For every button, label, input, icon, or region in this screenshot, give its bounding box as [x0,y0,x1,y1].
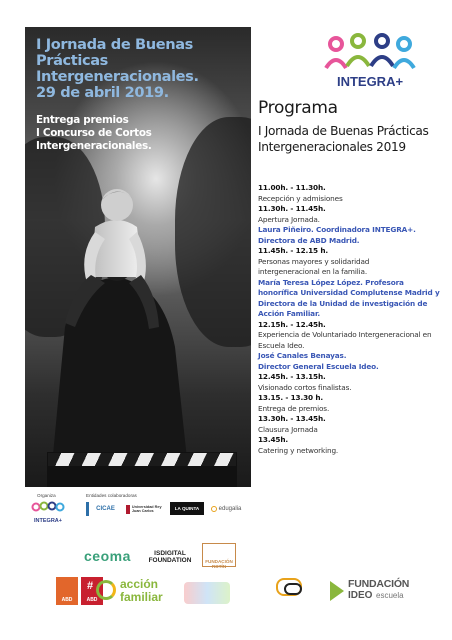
award-text [36,114,251,153]
schedule-desc: Visionado cortos finalistas. [258,382,352,392]
schedule-desc: Apertura Jornada. [258,214,320,224]
award-line: I Concurso de Cortos Intergeneracionales. [36,127,152,152]
isdigital-logo-text: ISDIGITAL FOUNDATION [148,550,192,564]
headline-line: Prácticas Intergeneracionales. [36,52,199,85]
programa-title: Programa [258,98,338,118]
integra-people-logo-icon [320,32,420,76]
edugalia-circle-icon [211,506,217,512]
sponsor-accion-familiar [96,576,168,604]
collab-logo-edugalia [208,502,244,515]
schedule-desc: Escuela Ideo. [258,340,305,350]
programa-subtitle [258,123,448,155]
schedule-time: 13.15. - 13.30 h. [258,393,323,402]
schedule-desc: Catering y networking. [258,445,339,455]
schedule-time: 11.45h. - 12.15 h. [258,246,329,255]
collab-logo-urjc [126,501,166,517]
schedule-speaker: Laura Piñeiro. Coordinadora INTEGRA+. [258,225,416,234]
brand-name: INTEGRA+ [336,74,404,89]
organiza-logo [30,500,66,522]
clapperboard-icon [47,452,237,467]
schedule-speaker: honorífica Universidad Complutense Madrid y [258,288,440,297]
schedule-speaker: Director General Escuela Ideo. [258,361,379,371]
schedule-speaker: Directora de la Unidad de investigación de [258,298,428,308]
urjc-logo-text: Universidad Rey Juan Carlos [131,504,162,513]
hash-icon: # [87,580,94,592]
sponsor-fundacion-rotin [202,543,236,567]
ideo-escuela-text: escuela [376,591,404,600]
abd-logo-text: ABD [86,597,98,603]
headline-line: I Jornada de Buenas [36,36,193,53]
collab-logo-cicae: CICAE [86,502,122,516]
sponsor-drawing-logo [184,582,230,604]
ideo-name-text: IDEO [348,590,373,601]
collab-logo-laquinta: LA QUINTA [170,502,204,515]
schedule-desc: intergeneracional en la familia. [258,267,368,276]
organiza-logo-text: INTEGRA+ [34,518,62,524]
urjc-crest-icon [126,505,130,514]
schedule-desc: Clausura Jornada [258,424,318,434]
schedule-time: 11.30h. - 11.45h. [258,204,326,213]
sponsor-ceoma [84,548,131,564]
familiar-logo-text: familiar [120,590,163,604]
edugalia-logo-text: edugalia [218,505,242,512]
rotin-logo-text: FUNDACIÓN ROTÍN [205,559,233,569]
schedule-time: 13.45h. [258,435,288,444]
clapperboard-base [47,467,237,487]
schedule-desc: Personas mayores y solidaridad [258,256,370,266]
ideo-fundacion-text: FUNDACIÓN [348,578,410,590]
schedule-desc: Experiencia de Voluntariado Intergeneracional en [258,330,432,339]
ideo-arrow-icon [330,581,344,601]
schedule-time: 13.30h. - 13.45h. [258,414,326,423]
subtitle-line: I Jornada de Buenas Prácticas [258,124,429,138]
organiza-label: Organiza [37,493,56,498]
integra-small-icon [30,501,66,513]
sponsor-abd-orange [56,577,78,605]
sponsor-isdigital [146,550,194,564]
schedule-desc: Entrega de premios. [258,403,330,413]
schedule-speaker: Directora de ABD Madrid. [258,235,360,245]
sponsor-fundacion-ideo [330,578,430,604]
subtitle-line: Intergeneracionales 2019 [258,140,406,154]
headline-line: 29 de abril 2019. [36,84,169,101]
accion-familiar-circle-icon [96,580,116,600]
schedule-time: 11.00h. - 11.30h. [258,183,326,192]
schedule-time: 12.45h. - 13.15h. [258,372,326,381]
schedule-time: 12.15h. - 12.45h. [258,319,326,329]
schedule-speaker: Acción Familiar. [258,309,320,318]
award-line: Entrega premios [36,114,129,126]
chat-bubble-icon [284,583,302,595]
poster-photo [25,27,251,487]
ceoma-logo-text: ceoma [84,548,131,564]
schedule-desc: Recepción y admisiones [258,193,343,203]
integra-logo [318,32,418,92]
schedule-speaker: José Canales Benayas. [258,351,347,360]
sponsor-chat-logo [272,578,308,604]
poster-headline [36,37,248,101]
collab-label: Entidades colaboradoras [86,493,137,498]
accion-logo-text: acción [120,577,159,591]
schedule-speaker: María Teresa López López. Profesora [258,277,404,287]
schedule-list [258,183,450,456]
abd-logo-text: ABD [61,597,73,603]
